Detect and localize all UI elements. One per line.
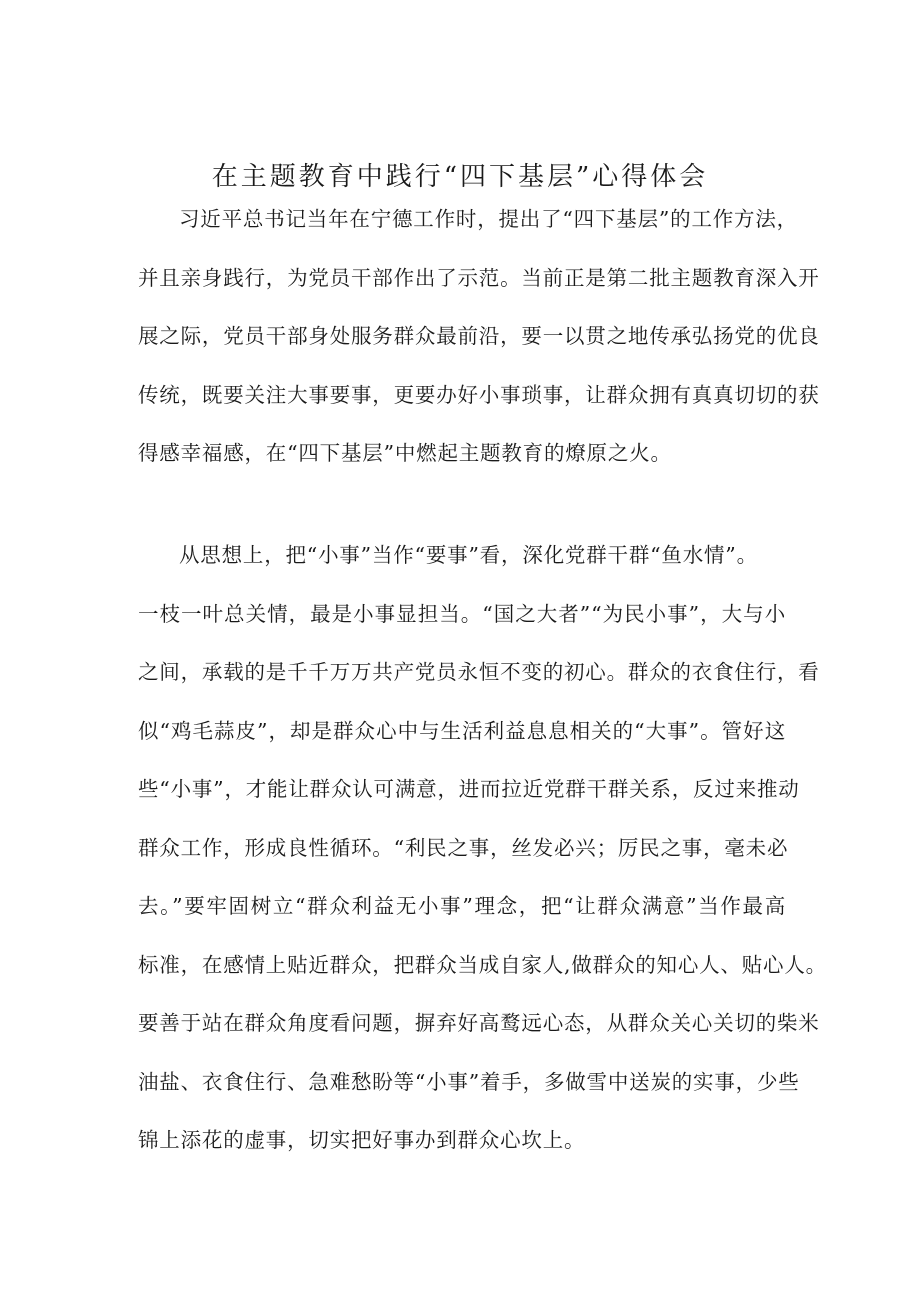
paragraph-line: 一枝一叶总关情，最是小事显担当。“国之大者”“为民小事”，大与小 [138,601,786,626]
paragraph-line: 要善于站在群众角度看问题，摒弃好高鹜远心态，从群众关心关切的柴米 [138,1011,820,1035]
paragraph-line: 习近平总书记当年在宁德工作时，提出了“四下基层”的工作方法， [179,207,798,231]
paragraph-line: 展之际，党员干部身处服务群众最前沿，要一以贯之地传承弘扬党的优良 [138,324,820,348]
paragraph-2 [138,526,827,1170]
document-title: 在主题教育中践行“四下基层”心得体会 [211,162,709,193]
paragraph-1 [138,190,820,483]
paragraph-line: 锦上添花的虚事，切实把好事办到群众心坎上。 [138,1128,586,1152]
paragraph-line: 之间，承载的是千千万万共产党员永恒不变的初心。群众的衣食住行，看 [138,660,820,684]
paragraph-line: 标准，在感情上贴近群众，把群众当成自家人,做群众的知心人、贴心人。 [138,952,827,977]
paragraph-line: 些“小事”，才能让群众认可满意，进而拉近党群干群关系，反过来推动 [138,777,800,801]
paragraph-line: 得感幸福感，在“四下基层”中燃起主题教育的燎原之火。 [138,441,672,465]
paragraph-line: 油盐、衣食住行、急难愁盼等“小事”着手，多做雪中送炭的实事，少些 [138,1069,800,1094]
paragraph-line: 群众工作，形成良性循环。“利民之事，丝发必兴；厉民之事，毫未必 [138,835,789,860]
paragraph-line: 似“鸡毛蒜皮”，却是群众心中与生活利益息息相关的“大事”。管好这 [138,718,786,743]
paragraph-line: 从思想上，把“小事”当作“要事”看，深化党群干群“鱼水情”。 [179,543,758,567]
paragraph-line: 去。”要牢固树立“群众利益无小事”理念，把“让群众满意”当作最高 [138,894,786,918]
paragraph-line: 传统，既要关注大事要事，更要办好小事琐事，让群众拥有真真切切的获 [138,382,820,407]
paragraph-line: 并且亲身践行，为党员干部作出了示范。当前正是第二批主题教育深入开 [138,265,820,290]
